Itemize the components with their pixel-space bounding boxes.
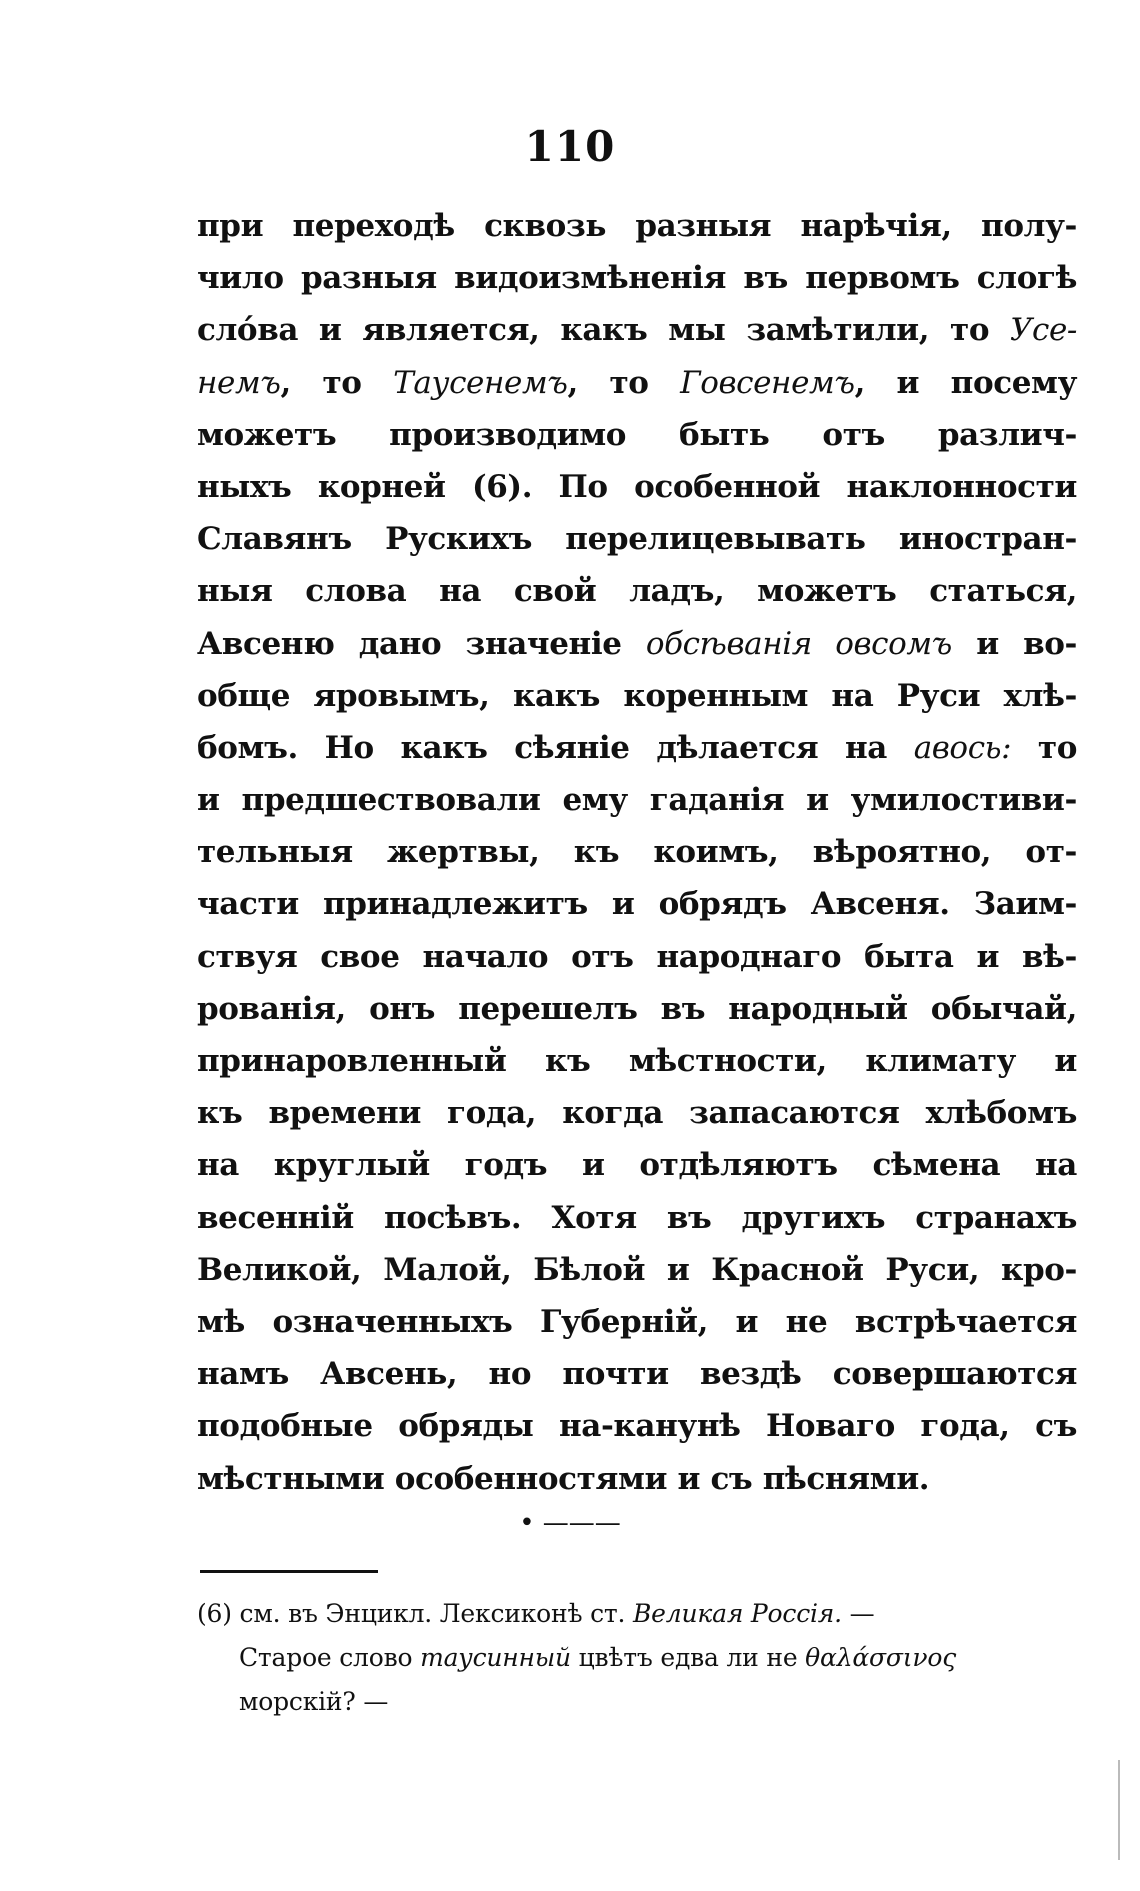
italic-term: θαλάσσινος xyxy=(805,1643,957,1672)
text-run: подобные обряды на-канунѣ Новаго года, съ xyxy=(197,1408,1077,1445)
body-text-line xyxy=(197,931,1077,983)
text-run: морскій? — xyxy=(239,1687,389,1716)
text-run: мѣстными особенностями и съ пѣснями. xyxy=(197,1460,930,1497)
text-run: бомъ. Но какъ сѣяніе дѣлается на xyxy=(197,729,914,766)
body-text-line xyxy=(197,357,1077,409)
italic-term: Таусенемъ xyxy=(393,364,568,401)
text-run: — xyxy=(841,1599,875,1628)
body-text-line xyxy=(197,878,1077,930)
body-text-line xyxy=(197,304,1077,356)
italic-term: обсѣванія овсомъ xyxy=(645,625,952,662)
text-run: части принадлежитъ и обрядъ Авсеня. Заим- xyxy=(197,886,1077,923)
body-text-line xyxy=(197,409,1077,461)
footnote-line xyxy=(197,1636,1077,1680)
body-text-line xyxy=(197,252,1077,304)
text-run: , то xyxy=(280,364,394,401)
italic-term: немъ xyxy=(197,364,281,401)
body-text-line xyxy=(197,722,1077,774)
text-run: , и посему xyxy=(854,364,1078,401)
text-run: Великой, Малой, Бѣлой и Красной Руси, кро- xyxy=(197,1251,1077,1288)
italic-term: Великая Россія. xyxy=(633,1599,842,1628)
body-text-line xyxy=(197,461,1077,513)
text-run: чило разныя видоизмѣненія въ первомъ слогѣ xyxy=(197,260,1077,297)
body-text-line xyxy=(197,1453,1077,1505)
text-run: , то xyxy=(567,364,681,401)
text-run: и во- xyxy=(951,625,1078,662)
text-run: на круглый годъ и отдѣляютъ сѣмена на xyxy=(197,1147,1077,1184)
body-text-line xyxy=(197,670,1077,722)
text-run: можетъ производимо быть отъ различ- xyxy=(197,416,1077,453)
text-run: тельныя жертвы, къ коимъ, вѣроятно, от- xyxy=(197,834,1077,871)
text-run: сло́ва и является, какъ мы замѣтили, то xyxy=(197,312,1010,349)
body-text-line xyxy=(197,618,1077,670)
text-run: и предшествовали ему гаданія и умилостиви- xyxy=(197,782,1077,819)
text-run: обще яровымъ, какъ коренным на Руси хлѣ- xyxy=(197,677,1077,714)
body-text-line xyxy=(197,1035,1077,1087)
italic-term: Усе- xyxy=(1010,312,1077,349)
text-run: весенній посѣвъ. Хотя въ другихъ странахъ xyxy=(197,1199,1077,1236)
body-text-line xyxy=(197,1087,1077,1139)
text-run: ствуя свое начало отъ народнаго быта и вѣ- xyxy=(197,938,1077,975)
body-text-line xyxy=(197,1400,1077,1452)
italic-term: авось: xyxy=(913,729,1012,766)
italic-term: Говсенемъ xyxy=(680,364,855,401)
footnote-divider xyxy=(200,1570,378,1573)
text-run: намъ Авсень, но почти вездѣ совершаются xyxy=(197,1356,1077,1393)
body-text-line xyxy=(197,200,1077,252)
page-number: 110 xyxy=(524,122,616,171)
text-run: ныя слова на свой ладъ, можетъ статься, xyxy=(197,573,1077,610)
body-text-line xyxy=(197,983,1077,1035)
body-text-line xyxy=(197,774,1077,826)
text-run: ныхъ корней (6). По особенной наклонности xyxy=(197,468,1077,505)
section-ornament: • ——— xyxy=(519,1508,621,1538)
body-text-line xyxy=(197,1348,1077,1400)
body-text-line xyxy=(197,1244,1077,1296)
body-text-line xyxy=(197,513,1077,565)
text-run: Авсеню дано значеніе xyxy=(197,625,646,662)
footnote xyxy=(197,1592,1077,1724)
text-run: рованія, онъ перешелъ въ народный обычай, xyxy=(197,990,1077,1027)
text-run: цвѣтъ едва ли не xyxy=(570,1643,806,1672)
text-run: при переходѣ сквозь разныя нарѣчія, полу- xyxy=(197,208,1077,244)
body-text-line xyxy=(197,565,1077,617)
italic-term: таусинный xyxy=(420,1643,571,1672)
text-run: мѣ означенныхъ Губерній, и не встрѣчается xyxy=(197,1303,1077,1340)
text-run: къ времени года, когда запасаются хлѣбомъ xyxy=(197,1095,1077,1132)
text-run: Старое слово xyxy=(239,1643,421,1672)
footnote-line xyxy=(197,1680,1077,1724)
text-run: Славянъ Рускихъ перелицевывать иностран- xyxy=(197,521,1077,558)
text-run: принаровленный къ мѣстности, климату и xyxy=(197,1043,1077,1079)
text-run: то xyxy=(1011,729,1078,766)
footnote-line xyxy=(197,1592,1077,1636)
body-text-line xyxy=(197,1296,1077,1348)
body-text-line xyxy=(197,1192,1077,1244)
body-text-line xyxy=(197,826,1077,878)
main-text xyxy=(197,200,1077,1505)
body-text-line xyxy=(197,1139,1077,1191)
text-run: (6) см. въ Энцикл. Лексиконѣ ст. xyxy=(197,1599,633,1628)
page-edge-mark xyxy=(1118,1760,1120,1860)
